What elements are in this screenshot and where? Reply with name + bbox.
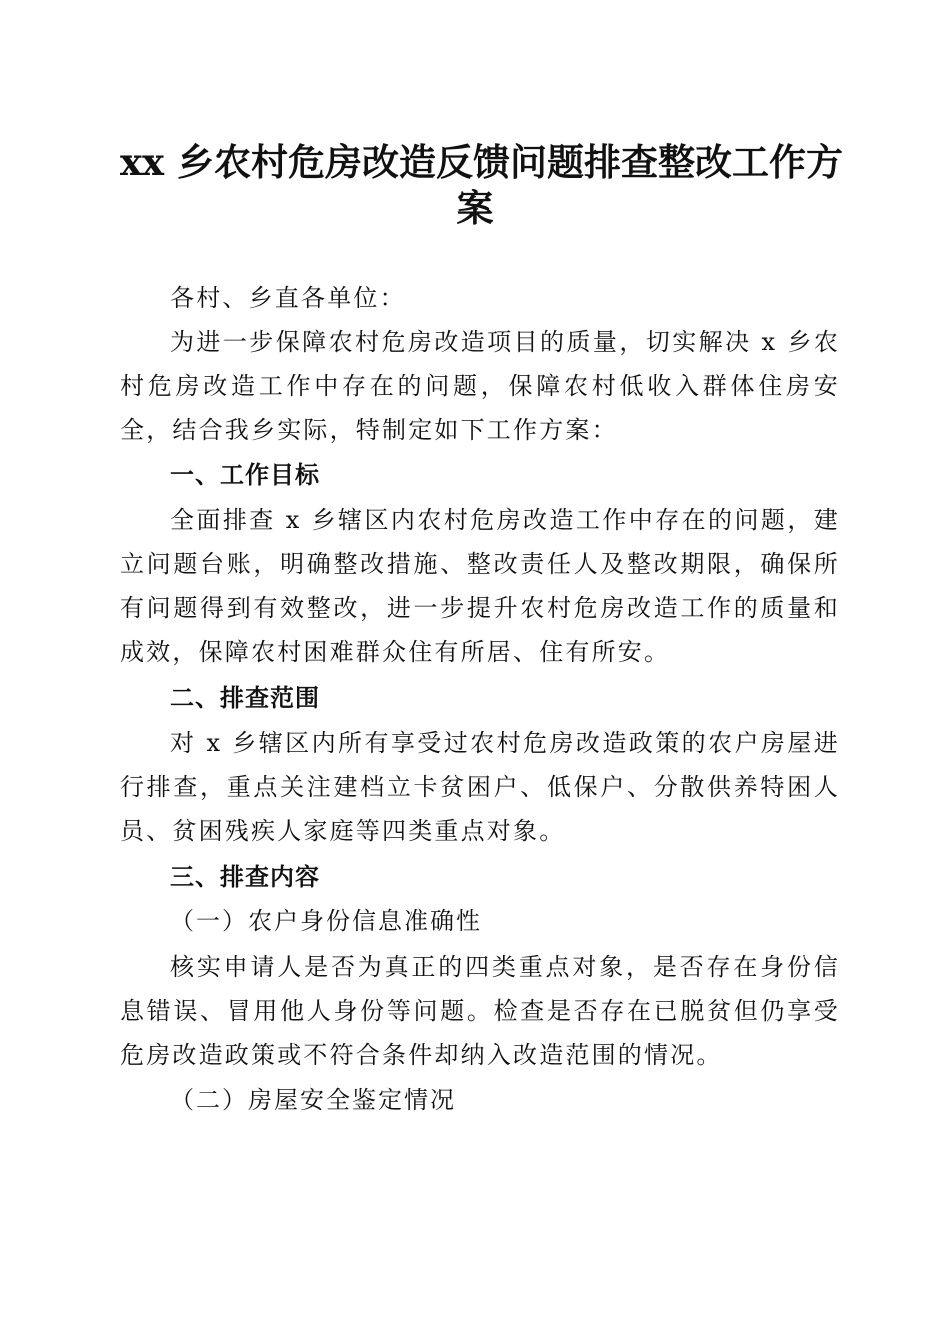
document-title-line2: 案 <box>456 186 494 230</box>
section3-heading: 三、排查内容 <box>170 863 320 891</box>
intro-paragraph: 为进一步保障农村危房改造项目的质量，切实解决 x 乡农村危房改造工作中存在的问题，保障农村低收入群体住房安全，结合我乡实际，特制定如下工作方案： <box>120 328 840 444</box>
section1-heading: 一、工作目标 <box>170 461 320 489</box>
document-title-line1: xx 乡农村危房改造反馈问题排查整改工作方 <box>120 140 843 184</box>
section2-body: 对 x 乡辖区内所有享受过农村危房改造政策的农户房屋进行排查，重点关注建档立卡贫困户、低保户、分散供养特困人员、贫困残疾人家庭等四类重点对象。 <box>120 729 840 845</box>
sub2-heading: （二）房屋安全鉴定情况 <box>170 1086 456 1114</box>
salutation: 各村、乡直各单位： <box>170 284 406 312</box>
sub1-body: 核实申请人是否为真正的四类重点对象，是否存在身份信息错误、冒用他人身份等问题。检查是否存在已脱贫但仍享受危房改造政策或不符合条件却纳入改造范围的情况。 <box>120 953 840 1069</box>
section2-heading: 二、排查范围 <box>170 684 320 712</box>
sub1-heading: （一）农户身份信息准确性 <box>170 907 482 935</box>
section1-body: 全面排查 x 乡辖区内农村危房改造工作中存在的问题，建立问题台账，明确整改措施、整改责任人及整改期限，确保所有问题得到有效整改，进一步提升农村危房改造工作的质量和成效，保障农村困难群众住有所居、住有所安。 <box>120 506 840 666</box>
